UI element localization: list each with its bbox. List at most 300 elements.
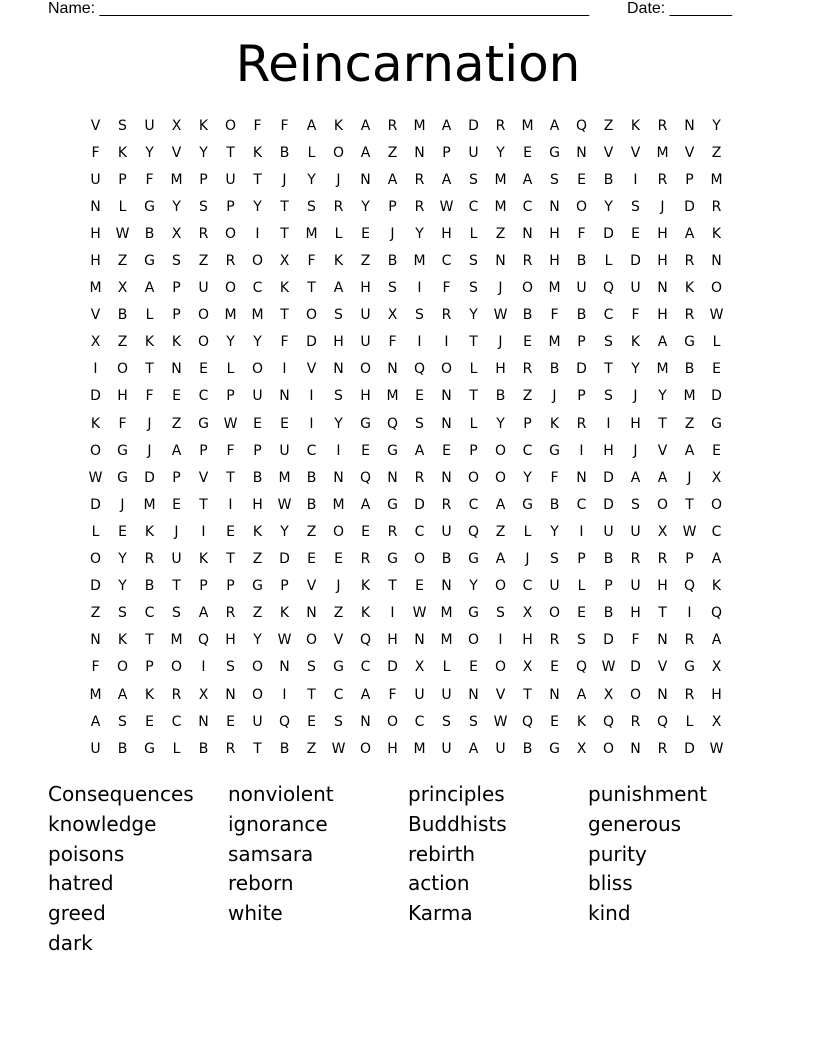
grid-letter[interactable]: G xyxy=(333,659,344,676)
grid-letter[interactable]: R xyxy=(225,740,236,757)
grid-letter[interactable]: P xyxy=(172,307,181,324)
grid-letter[interactable]: K xyxy=(198,117,209,134)
grid-letter[interactable]: D xyxy=(468,117,479,134)
grid-letter[interactable]: Y xyxy=(496,144,505,161)
grid-letter[interactable]: W xyxy=(439,198,454,215)
grid-letter[interactable]: Q xyxy=(575,117,588,134)
grid-letter[interactable]: O xyxy=(224,280,237,297)
grid-letter[interactable]: M xyxy=(89,280,102,297)
grid-letter[interactable]: M xyxy=(494,171,507,188)
grid-letter[interactable]: N xyxy=(657,280,668,297)
date-field[interactable]: Date: _______ xyxy=(627,0,732,17)
grid-letter[interactable]: S xyxy=(415,415,424,432)
grid-letter[interactable]: X xyxy=(117,280,128,297)
grid-letter[interactable]: A xyxy=(711,551,722,568)
grid-letter[interactable]: A xyxy=(576,686,587,703)
grid-letter[interactable]: X xyxy=(657,523,668,540)
grid-letter[interactable]: T xyxy=(658,415,667,432)
grid-letter[interactable]: Q xyxy=(386,415,399,432)
grid-letter[interactable]: Y xyxy=(307,171,316,188)
grid-letter[interactable]: W xyxy=(709,740,724,757)
grid-letter[interactable]: B xyxy=(144,578,155,595)
grid-letter[interactable]: Y xyxy=(712,117,721,134)
grid-letter[interactable]: Z xyxy=(90,605,101,622)
grid-letter[interactable]: S xyxy=(334,713,343,730)
grid-letter[interactable]: X xyxy=(711,659,722,676)
grid-letter[interactable]: N xyxy=(171,361,182,378)
grid-letter[interactable]: I xyxy=(309,388,314,405)
grid-letter[interactable]: B xyxy=(387,253,398,270)
grid-letter[interactable]: F xyxy=(550,469,559,486)
grid-letter[interactable]: T xyxy=(280,225,289,242)
grid-letter[interactable]: X xyxy=(711,469,722,486)
grid-letter[interactable]: C xyxy=(414,713,425,730)
grid-letter[interactable]: E xyxy=(226,523,235,540)
grid-letter[interactable]: M xyxy=(305,225,318,242)
grid-letter[interactable]: B xyxy=(279,144,290,161)
grid-letter[interactable]: F xyxy=(145,388,154,405)
grid-letter[interactable]: S xyxy=(469,280,478,297)
grid-letter[interactable]: K xyxy=(117,144,128,161)
grid-letter[interactable]: T xyxy=(469,388,478,405)
grid-letter[interactable]: X xyxy=(171,225,182,242)
grid-letter[interactable]: Y xyxy=(631,361,640,378)
grid-letter[interactable]: S xyxy=(550,171,559,188)
grid-letter[interactable]: S xyxy=(118,713,127,730)
grid-letter[interactable]: J xyxy=(552,388,557,405)
grid-letter[interactable]: R xyxy=(657,740,668,757)
grid-letter[interactable]: Z xyxy=(684,415,695,432)
grid-letter[interactable]: E xyxy=(577,605,586,622)
grid-letter[interactable]: Z xyxy=(252,605,263,622)
grid-letter[interactable]: K xyxy=(333,253,344,270)
grid-letter[interactable]: O xyxy=(197,334,210,351)
grid-letter[interactable]: F xyxy=(577,225,586,242)
grid-letter[interactable]: W xyxy=(88,469,103,486)
grid-letter[interactable]: Y xyxy=(496,415,505,432)
grid-letter[interactable]: Z xyxy=(171,415,182,432)
grid-letter[interactable]: L xyxy=(469,361,478,378)
grid-letter[interactable]: P xyxy=(469,442,478,459)
grid-letter[interactable]: A xyxy=(684,442,695,459)
grid-letter[interactable]: G xyxy=(117,469,128,486)
grid-letter[interactable]: R xyxy=(441,496,452,513)
grid-letter[interactable]: N xyxy=(387,361,398,378)
grid-letter[interactable]: K xyxy=(711,225,722,242)
grid-letter[interactable]: G xyxy=(711,415,722,432)
grid-letter[interactable]: N xyxy=(90,198,101,215)
grid-letter[interactable]: V xyxy=(198,469,209,486)
grid-letter[interactable]: K xyxy=(252,523,263,540)
grid-letter[interactable]: P xyxy=(199,578,208,595)
grid-letter[interactable]: R xyxy=(657,171,668,188)
grid-letter[interactable]: T xyxy=(685,496,694,513)
grid-letter[interactable]: N xyxy=(414,144,425,161)
grid-letter[interactable]: A xyxy=(171,442,182,459)
grid-letter[interactable]: M xyxy=(143,496,156,513)
grid-letter[interactable]: I xyxy=(255,225,260,242)
grid-letter[interactable]: A xyxy=(387,171,398,188)
grid-letter[interactable]: H xyxy=(657,225,668,242)
grid-letter[interactable]: O xyxy=(305,632,318,649)
grid-letter[interactable]: P xyxy=(226,388,235,405)
grid-letter[interactable]: U xyxy=(252,713,263,730)
grid-letter[interactable]: O xyxy=(440,361,453,378)
grid-letter[interactable]: O xyxy=(521,280,534,297)
grid-letter[interactable]: D xyxy=(576,361,587,378)
grid-letter[interactable]: G xyxy=(684,334,695,351)
grid-letter[interactable]: A xyxy=(468,740,479,757)
grid-letter[interactable]: Z xyxy=(495,225,506,242)
grid-letter[interactable]: O xyxy=(116,361,129,378)
grid-letter[interactable]: X xyxy=(414,659,425,676)
grid-letter[interactable]: D xyxy=(711,388,722,405)
grid-letter[interactable]: X xyxy=(576,740,587,757)
grid-letter[interactable]: E xyxy=(469,659,478,676)
grid-letter[interactable]: X xyxy=(387,307,398,324)
grid-letter[interactable]: O xyxy=(89,551,102,568)
grid-letter[interactable]: E xyxy=(145,713,154,730)
grid-letter[interactable]: I xyxy=(390,605,395,622)
grid-letter[interactable]: X xyxy=(198,686,209,703)
grid-letter[interactable]: J xyxy=(660,198,665,215)
grid-letter[interactable]: B xyxy=(495,388,506,405)
grid-letter[interactable]: D xyxy=(603,469,614,486)
grid-letter[interactable]: V xyxy=(333,632,344,649)
grid-letter[interactable]: A xyxy=(306,117,317,134)
grid-letter[interactable]: U xyxy=(144,117,155,134)
grid-letter[interactable]: P xyxy=(172,469,181,486)
grid-letter[interactable]: E xyxy=(199,361,208,378)
grid-letter[interactable]: R xyxy=(522,361,533,378)
grid-letter[interactable]: B xyxy=(198,740,209,757)
grid-letter[interactable]: B xyxy=(117,307,128,324)
grid-letter[interactable]: Q xyxy=(602,280,615,297)
grid-letter[interactable]: C xyxy=(441,253,452,270)
grid-letter[interactable]: T xyxy=(172,578,181,595)
grid-letter[interactable]: U xyxy=(441,523,452,540)
grid-letter[interactable]: R xyxy=(549,632,560,649)
grid-letter[interactable]: X xyxy=(90,334,101,351)
grid-letter[interactable]: T xyxy=(226,144,235,161)
grid-letter[interactable]: X xyxy=(711,713,722,730)
grid-letter[interactable]: W xyxy=(115,225,130,242)
grid-letter[interactable]: W xyxy=(223,415,238,432)
grid-letter[interactable]: I xyxy=(336,442,341,459)
grid-letter[interactable]: T xyxy=(280,198,289,215)
grid-letter[interactable]: R xyxy=(684,632,695,649)
grid-letter[interactable]: S xyxy=(118,117,127,134)
grid-letter[interactable]: N xyxy=(576,469,587,486)
grid-letter[interactable]: U xyxy=(171,551,182,568)
grid-letter[interactable]: C xyxy=(522,578,533,595)
grid-letter[interactable]: E xyxy=(253,415,262,432)
grid-letter[interactable]: P xyxy=(145,659,154,676)
grid-letter[interactable]: B xyxy=(549,496,560,513)
grid-letter[interactable]: N xyxy=(333,361,344,378)
grid-letter[interactable]: H xyxy=(603,442,614,459)
grid-letter[interactable]: B xyxy=(576,253,587,270)
grid-letter[interactable]: Z xyxy=(252,551,263,568)
grid-letter[interactable]: B xyxy=(306,469,317,486)
grid-letter[interactable]: O xyxy=(494,659,507,676)
grid-letter[interactable]: B xyxy=(522,307,533,324)
grid-letter[interactable]: M xyxy=(683,388,696,405)
grid-letter[interactable]: Z xyxy=(387,144,398,161)
grid-letter[interactable]: Q xyxy=(467,523,480,540)
grid-letter[interactable]: E xyxy=(577,171,586,188)
grid-letter[interactable]: B xyxy=(522,740,533,757)
grid-letter[interactable]: F xyxy=(118,415,127,432)
grid-letter[interactable]: L xyxy=(604,253,613,270)
grid-letter[interactable]: F xyxy=(550,307,559,324)
grid-letter[interactable]: Y xyxy=(550,523,559,540)
grid-letter[interactable]: D xyxy=(306,334,317,351)
grid-letter[interactable]: R xyxy=(630,551,641,568)
grid-letter[interactable]: K xyxy=(171,334,182,351)
grid-letter[interactable]: A xyxy=(711,632,722,649)
grid-letter[interactable]: O xyxy=(170,659,183,676)
grid-letter[interactable]: D xyxy=(90,388,101,405)
grid-letter[interactable]: R xyxy=(387,117,398,134)
grid-letter[interactable]: R xyxy=(225,605,236,622)
grid-letter[interactable]: T xyxy=(253,740,262,757)
grid-letter[interactable]: O xyxy=(224,117,237,134)
grid-letter[interactable]: H xyxy=(117,388,128,405)
grid-letter[interactable]: C xyxy=(144,605,155,622)
grid-letter[interactable]: Y xyxy=(334,415,343,432)
grid-letter[interactable]: Y xyxy=(415,225,424,242)
grid-letter[interactable]: Y xyxy=(523,469,532,486)
grid-letter[interactable]: N xyxy=(495,253,506,270)
grid-letter[interactable]: J xyxy=(120,496,125,513)
grid-letter[interactable]: I xyxy=(201,659,206,676)
grid-letter[interactable]: T xyxy=(604,361,613,378)
grid-letter[interactable]: C xyxy=(603,307,614,324)
grid-letter[interactable]: C xyxy=(522,442,533,459)
grid-letter[interactable]: O xyxy=(116,659,129,676)
grid-letter[interactable]: E xyxy=(712,361,721,378)
grid-letter[interactable]: D xyxy=(630,659,641,676)
grid-letter[interactable]: N xyxy=(549,686,560,703)
grid-letter[interactable]: Y xyxy=(604,198,613,215)
grid-letter[interactable]: G xyxy=(549,740,560,757)
grid-letter[interactable]: Y xyxy=(253,198,262,215)
grid-letter[interactable]: E xyxy=(523,144,532,161)
grid-letter[interactable]: P xyxy=(577,551,586,568)
grid-letter[interactable]: P xyxy=(388,198,397,215)
grid-letter[interactable]: G xyxy=(198,415,209,432)
grid-letter[interactable]: L xyxy=(172,740,181,757)
grid-letter[interactable]: A xyxy=(441,171,452,188)
grid-letter[interactable]: K xyxy=(333,117,344,134)
grid-letter[interactable]: K xyxy=(279,605,290,622)
grid-letter[interactable]: P xyxy=(604,578,613,595)
grid-letter[interactable]: M xyxy=(413,117,426,134)
grid-letter[interactable]: D xyxy=(630,253,641,270)
grid-letter[interactable]: E xyxy=(712,442,721,459)
grid-letter[interactable]: Q xyxy=(521,713,534,730)
grid-letter[interactable]: E xyxy=(442,442,451,459)
grid-letter[interactable]: L xyxy=(712,334,721,351)
grid-letter[interactable]: S xyxy=(388,280,397,297)
grid-letter[interactable]: I xyxy=(498,632,503,649)
grid-letter[interactable]: J xyxy=(336,578,341,595)
grid-letter[interactable]: A xyxy=(657,334,668,351)
grid-letter[interactable]: V xyxy=(630,144,641,161)
grid-letter[interactable]: U xyxy=(252,388,263,405)
grid-letter[interactable]: P xyxy=(577,388,586,405)
grid-letter[interactable]: A xyxy=(414,442,425,459)
grid-letter[interactable]: H xyxy=(522,632,533,649)
grid-letter[interactable]: O xyxy=(467,632,480,649)
grid-letter[interactable]: A xyxy=(360,117,371,134)
grid-letter[interactable]: M xyxy=(170,632,183,649)
grid-letter[interactable]: N xyxy=(630,740,641,757)
grid-letter[interactable]: U xyxy=(360,307,371,324)
grid-letter[interactable]: T xyxy=(280,307,289,324)
grid-letter[interactable]: T xyxy=(307,686,316,703)
grid-letter[interactable]: C xyxy=(333,686,344,703)
grid-letter[interactable]: F xyxy=(388,686,397,703)
grid-letter[interactable]: O xyxy=(332,523,345,540)
grid-letter[interactable]: D xyxy=(90,578,101,595)
grid-letter[interactable]: D xyxy=(684,740,695,757)
grid-letter[interactable]: Y xyxy=(469,578,478,595)
grid-letter[interactable]: K xyxy=(279,280,290,297)
grid-letter[interactable]: U xyxy=(90,171,101,188)
grid-letter[interactable]: S xyxy=(226,659,235,676)
grid-letter[interactable]: H xyxy=(225,632,236,649)
grid-letter[interactable]: M xyxy=(170,171,183,188)
grid-letter[interactable]: Q xyxy=(359,469,372,486)
grid-letter[interactable]: U xyxy=(441,740,452,757)
grid-letter[interactable]: M xyxy=(521,117,534,134)
grid-letter[interactable]: E xyxy=(631,225,640,242)
grid-letter[interactable]: A xyxy=(657,469,668,486)
grid-letter[interactable]: O xyxy=(386,713,399,730)
grid-letter[interactable]: W xyxy=(493,713,508,730)
grid-letter[interactable]: B xyxy=(684,361,695,378)
grid-letter[interactable]: N xyxy=(657,632,668,649)
grid-letter[interactable]: R xyxy=(171,686,182,703)
grid-letter[interactable]: E xyxy=(415,578,424,595)
grid-letter[interactable]: O xyxy=(224,225,237,242)
grid-letter[interactable]: Y xyxy=(199,144,208,161)
grid-letter[interactable]: G xyxy=(117,442,128,459)
grid-letter[interactable]: L xyxy=(469,415,478,432)
grid-letter[interactable]: Y xyxy=(253,632,262,649)
grid-letter[interactable]: J xyxy=(498,334,503,351)
grid-letter[interactable]: A xyxy=(360,144,371,161)
grid-letter[interactable]: Q xyxy=(656,713,669,730)
grid-letter[interactable]: G xyxy=(684,659,695,676)
grid-letter[interactable]: R xyxy=(630,713,641,730)
grid-letter[interactable]: E xyxy=(550,659,559,676)
grid-letter[interactable]: C xyxy=(576,496,587,513)
grid-letter[interactable]: P xyxy=(226,578,235,595)
grid-letter[interactable]: A xyxy=(495,496,506,513)
grid-letter[interactable]: E xyxy=(361,442,370,459)
grid-letter[interactable]: N xyxy=(684,117,695,134)
grid-letter[interactable]: L xyxy=(685,713,694,730)
grid-letter[interactable]: M xyxy=(89,686,102,703)
grid-letter[interactable]: U xyxy=(468,144,479,161)
grid-letter[interactable]: H xyxy=(252,496,263,513)
grid-letter[interactable]: B xyxy=(252,469,263,486)
grid-letter[interactable]: S xyxy=(604,388,613,405)
grid-letter[interactable]: G xyxy=(522,496,533,513)
grid-letter[interactable]: E xyxy=(172,388,181,405)
grid-letter[interactable]: E xyxy=(361,523,370,540)
grid-letter[interactable]: T xyxy=(253,171,262,188)
grid-letter[interactable]: N xyxy=(441,578,452,595)
grid-letter[interactable]: W xyxy=(493,307,508,324)
grid-letter[interactable]: H xyxy=(387,632,398,649)
grid-letter[interactable]: R xyxy=(414,469,425,486)
grid-letter[interactable]: V xyxy=(657,659,668,676)
grid-letter[interactable]: N xyxy=(576,144,587,161)
grid-letter[interactable]: U xyxy=(225,171,236,188)
grid-letter[interactable]: S xyxy=(334,388,343,405)
grid-letter[interactable]: O xyxy=(251,659,264,676)
grid-letter[interactable]: K xyxy=(252,144,263,161)
grid-letter[interactable]: F xyxy=(226,442,235,459)
grid-letter[interactable]: Q xyxy=(683,578,696,595)
grid-letter[interactable]: Q xyxy=(710,605,723,622)
grid-letter[interactable]: A xyxy=(630,469,641,486)
grid-letter[interactable]: T xyxy=(226,469,235,486)
grid-letter[interactable]: R xyxy=(657,117,668,134)
grid-letter[interactable]: A xyxy=(90,713,101,730)
grid-letter[interactable]: P xyxy=(523,415,532,432)
grid-letter[interactable]: I xyxy=(687,605,692,622)
grid-letter[interactable]: O xyxy=(602,740,615,757)
grid-letter[interactable]: Z xyxy=(117,253,128,270)
grid-letter[interactable]: P xyxy=(685,551,694,568)
grid-letter[interactable]: H xyxy=(495,361,506,378)
grid-letter[interactable]: H xyxy=(90,253,101,270)
grid-letter[interactable]: E xyxy=(307,713,316,730)
grid-letter[interactable]: Y xyxy=(118,551,127,568)
grid-letter[interactable]: A xyxy=(549,117,560,134)
grid-letter[interactable]: A xyxy=(360,686,371,703)
grid-letter[interactable]: S xyxy=(469,713,478,730)
grid-letter[interactable]: D xyxy=(414,496,425,513)
grid-letter[interactable]: Z xyxy=(333,605,344,622)
grid-letter[interactable]: N xyxy=(225,686,236,703)
grid-letter[interactable]: A xyxy=(144,280,155,297)
grid-letter[interactable]: C xyxy=(522,198,533,215)
grid-letter[interactable]: Y xyxy=(172,198,181,215)
grid-letter[interactable]: O xyxy=(656,496,669,513)
grid-letter[interactable]: S xyxy=(469,171,478,188)
grid-letter[interactable]: N xyxy=(279,388,290,405)
grid-letter[interactable]: Q xyxy=(278,713,291,730)
name-field[interactable]: Name: _______________________________________________________ xyxy=(48,0,589,17)
grid-letter[interactable]: E xyxy=(307,551,316,568)
grid-letter[interactable]: S xyxy=(118,605,127,622)
grid-letter[interactable]: U xyxy=(90,740,101,757)
grid-letter[interactable]: C xyxy=(468,198,479,215)
grid-letter[interactable]: F xyxy=(253,117,262,134)
grid-letter[interactable]: I xyxy=(417,280,422,297)
grid-letter[interactable]: O xyxy=(710,496,723,513)
grid-letter[interactable]: N xyxy=(90,632,101,649)
grid-letter[interactable]: F xyxy=(388,334,397,351)
grid-letter[interactable]: K xyxy=(360,578,371,595)
grid-letter[interactable]: O xyxy=(494,469,507,486)
